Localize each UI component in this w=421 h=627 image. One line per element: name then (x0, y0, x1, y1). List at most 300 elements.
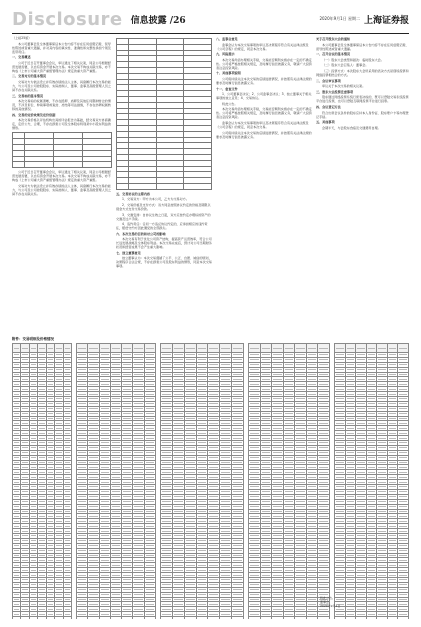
illegible-text (174, 374, 183, 375)
illegible-text (78, 467, 86, 468)
illegible-text (39, 570, 44, 571)
illegible-text (336, 418, 344, 419)
illegible-text (78, 570, 86, 571)
illegible-text (357, 609, 365, 610)
illegible-text (48, 462, 53, 463)
illegible-text (101, 384, 109, 385)
illegible-text (336, 408, 344, 409)
illegible-text (39, 604, 44, 605)
illegible-text (336, 364, 344, 365)
illegible-text (39, 545, 44, 546)
illegible-text (48, 354, 53, 355)
illegible-text (308, 398, 317, 399)
illegible-text (285, 374, 294, 375)
illegible-text (101, 442, 109, 443)
illegible-text (221, 354, 230, 355)
section-heading: 十、其他事项说明 (216, 71, 241, 76)
illegible-text (89, 531, 97, 532)
illegible-text (78, 447, 86, 448)
illegible-text (357, 535, 365, 536)
illegible-text (48, 433, 53, 434)
illegible-text (319, 506, 328, 507)
illegible-text (308, 599, 317, 600)
illegible-text (262, 364, 271, 365)
illegible-text (162, 594, 171, 595)
illegible-text (123, 423, 131, 424)
illegible-text (296, 599, 305, 600)
illegible-text (186, 555, 195, 556)
illegible-text (399, 428, 407, 429)
illegible-text (357, 506, 365, 507)
table-cell (184, 344, 196, 353)
illegible-text (48, 496, 53, 497)
illegible-text (22, 433, 27, 434)
illegible-text (198, 501, 207, 502)
illegible-text (209, 565, 218, 566)
illegible-text (48, 413, 53, 414)
illegible-text (221, 604, 230, 605)
illegible-text (65, 584, 70, 585)
illegible-text (262, 447, 271, 448)
illegible-text (233, 428, 242, 429)
illegible-text (221, 369, 230, 370)
illegible-text (308, 540, 317, 541)
illegible-text (368, 482, 376, 483)
illegible-text (273, 423, 282, 424)
illegible-text (221, 389, 230, 390)
section-heading: 四、交易的定价政策及定价依据 (12, 112, 56, 117)
illegible-text (146, 364, 154, 365)
illegible-text (39, 521, 44, 522)
appendix-table (248, 343, 330, 619)
illegible-text (209, 374, 218, 375)
illegible-text (347, 506, 355, 507)
illegible-text (14, 394, 19, 395)
illegible-text (89, 394, 97, 395)
illegible-text (389, 418, 397, 419)
illegible-text (101, 438, 109, 439)
illegible-text (22, 442, 27, 443)
illegible-text (336, 565, 344, 566)
illegible-text (368, 359, 376, 360)
illegible-text (273, 354, 282, 355)
illegible-text (186, 584, 195, 585)
illegible-text (56, 540, 61, 541)
illegible-text (273, 614, 282, 615)
illegible-text (22, 408, 27, 409)
illegible-text (319, 521, 328, 522)
illegible-text (123, 545, 131, 546)
illegible-text (112, 531, 120, 532)
illegible-text (336, 442, 344, 443)
illegible-text (285, 579, 294, 580)
table-cell (110, 344, 121, 353)
illegible-text (22, 526, 27, 527)
illegible-text (101, 452, 109, 453)
illegible-text (134, 560, 142, 561)
illegible-text (262, 550, 271, 551)
illegible-text (162, 555, 171, 556)
illegible-text (296, 511, 305, 512)
illegible-text (101, 398, 109, 399)
illegible-text (146, 486, 154, 487)
illegible-text (162, 604, 171, 605)
illegible-text (123, 467, 131, 468)
illegible-text (101, 555, 109, 556)
illegible-text (186, 354, 195, 355)
illegible-text (221, 462, 230, 463)
illegible-text (399, 501, 407, 502)
illegible-text (48, 442, 53, 443)
illegible-text (134, 521, 142, 522)
illegible-text (357, 389, 365, 390)
illegible-text (368, 398, 376, 399)
illegible-text (48, 589, 53, 590)
paragraph: 1、公司董事会决议；2、公司监事会决议；3、独立董事关于相关事项的独立意见；4、交易协议。 (216, 92, 312, 101)
illegible-text (221, 364, 230, 365)
illegible-text (22, 418, 27, 419)
illegible-text (250, 457, 259, 458)
illegible-text (347, 384, 355, 385)
illegible-text (174, 418, 183, 419)
illegible-text (31, 433, 36, 434)
illegible-text (399, 447, 407, 448)
illegible-text (262, 467, 271, 468)
illegible-text (285, 452, 294, 453)
illegible-text (101, 584, 109, 585)
illegible-text (221, 526, 230, 527)
illegible-text (14, 354, 19, 355)
table-cell (172, 617, 184, 619)
illegible-text (347, 511, 355, 512)
illegible-text (250, 398, 259, 399)
illegible-text (357, 447, 365, 448)
illegible-text (389, 555, 397, 556)
illegible-text (89, 364, 97, 365)
illegible-text (285, 531, 294, 532)
illegible-text (22, 467, 27, 468)
illegible-text (65, 570, 70, 571)
illegible-text (285, 594, 294, 595)
illegible-text (221, 599, 230, 600)
illegible-text (198, 423, 207, 424)
illegible-text (31, 452, 36, 453)
illegible-text (285, 462, 294, 463)
table-cell (272, 617, 284, 619)
illegible-text (134, 472, 142, 473)
illegible-text (56, 526, 61, 527)
illegible-text (319, 413, 328, 414)
illegible-text (308, 472, 317, 473)
illegible-text (336, 472, 344, 473)
illegible-text (198, 374, 207, 375)
illegible-text (134, 545, 142, 546)
illegible-text (198, 408, 207, 409)
illegible-text (198, 604, 207, 605)
illegible-text (78, 472, 86, 473)
illegible-text (347, 379, 355, 380)
table-cell (318, 344, 330, 353)
illegible-text (14, 545, 19, 546)
illegible-text (378, 516, 386, 517)
table-header-row (161, 344, 244, 353)
illegible-text (319, 467, 328, 468)
illegible-text (56, 589, 61, 590)
illegible-text (250, 423, 259, 424)
table-cell (55, 344, 63, 353)
illegible-text (22, 609, 27, 610)
illegible-text (39, 486, 44, 487)
illegible-text (65, 496, 70, 497)
table-cell (161, 617, 173, 619)
illegible-text (336, 379, 344, 380)
illegible-text (368, 374, 376, 375)
illegible-text (174, 516, 183, 517)
illegible-text (56, 516, 61, 517)
illegible-text (198, 413, 207, 414)
illegible-text (39, 506, 44, 507)
table-cell (133, 344, 144, 353)
illegible-text (389, 384, 397, 385)
illegible-text (389, 589, 397, 590)
illegible-text (250, 379, 259, 380)
illegible-text (347, 418, 355, 419)
illegible-text (233, 511, 242, 512)
illegible-text (14, 369, 19, 370)
illegible-text (250, 575, 259, 576)
illegible-text (89, 442, 97, 443)
illegible-text (22, 491, 27, 492)
illegible-text (198, 511, 207, 512)
illegible-text (186, 570, 195, 571)
illegible-text (78, 491, 86, 492)
illegible-text (336, 491, 344, 492)
illegible-text (134, 403, 142, 404)
illegible-text (368, 501, 376, 502)
illegible-text (39, 540, 44, 541)
illegible-text (146, 570, 154, 571)
illegible-text (209, 521, 218, 522)
illegible-text (262, 428, 271, 429)
illegible-text (273, 408, 282, 409)
illegible-text (112, 447, 120, 448)
illegible-text (89, 379, 97, 380)
table-cell (398, 344, 409, 353)
illegible-text (78, 589, 86, 590)
masthead-right (319, 13, 409, 26)
illegible-text (262, 516, 271, 517)
illegible-text (123, 438, 131, 439)
illegible-text (285, 575, 294, 576)
illegible-text (368, 526, 376, 527)
illegible-text (285, 526, 294, 527)
illegible-text (296, 506, 305, 507)
illegible-text (233, 418, 242, 419)
illegible-text (209, 348, 218, 349)
illegible-text (233, 584, 242, 585)
illegible-text (347, 584, 355, 585)
illegible-text (308, 594, 317, 595)
illegible-text (56, 408, 61, 409)
illegible-text (389, 447, 397, 448)
brand-wordmark: Disclosure (12, 8, 123, 30)
illegible-text (123, 394, 131, 395)
illegible-text (233, 579, 242, 580)
illegible-text (56, 447, 61, 448)
illegible-text (14, 550, 19, 551)
illegible-text (31, 447, 36, 448)
illegible-text (146, 408, 154, 409)
illegible-text (308, 457, 317, 458)
illegible-text (89, 384, 97, 385)
illegible-text (209, 408, 218, 409)
illegible-text (357, 589, 365, 590)
illegible-text (262, 511, 271, 512)
illegible-text (31, 348, 36, 349)
illegible-text (262, 579, 271, 580)
illegible-text (319, 516, 328, 517)
illegible-text (186, 477, 195, 478)
illegible-text (48, 521, 53, 522)
illegible-text (174, 428, 183, 429)
illegible-text (134, 511, 142, 512)
illegible-text (221, 394, 230, 395)
illegible-text (357, 467, 365, 468)
illegible-text (186, 550, 195, 551)
table-cell (196, 617, 208, 619)
illegible-text (186, 540, 195, 541)
illegible-text (186, 491, 195, 492)
illegible-text (308, 531, 317, 532)
illegible-text (31, 389, 36, 390)
illegible-text (262, 442, 271, 443)
illegible-text (285, 403, 294, 404)
illegible-text (285, 540, 294, 541)
illegible-text (112, 462, 120, 463)
illegible-text (233, 560, 242, 561)
illegible-text (123, 462, 131, 463)
illegible-text (221, 501, 230, 502)
illegible-text (233, 599, 242, 600)
table-cell (335, 344, 346, 353)
illegible-text (250, 516, 259, 517)
illegible-text (357, 550, 365, 551)
illegible-text (308, 462, 317, 463)
illegible-text (31, 570, 36, 571)
illegible-text (233, 442, 242, 443)
illegible-text (209, 389, 218, 390)
illegible-text (39, 462, 44, 463)
table-cell (77, 617, 88, 619)
illegible-text (250, 442, 259, 443)
illegible-text (198, 462, 207, 463)
illegible-text (273, 545, 282, 546)
illegible-text (378, 486, 386, 487)
illegible-text (273, 575, 282, 576)
illegible-text (22, 452, 27, 453)
illegible-text (101, 575, 109, 576)
illegible-text (22, 535, 27, 536)
illegible-text (399, 496, 407, 497)
illegible-text (198, 526, 207, 527)
illegible-text (162, 584, 171, 585)
table-cell (318, 617, 330, 619)
table-cell (144, 344, 155, 353)
illegible-text (389, 609, 397, 610)
illegible-text (14, 467, 19, 468)
illegible-text (389, 408, 397, 409)
illegible-text (262, 501, 271, 502)
illegible-text (174, 447, 183, 448)
illegible-text (296, 477, 305, 478)
illegible-text (308, 491, 317, 492)
illegible-text (22, 384, 27, 385)
illegible-text (123, 477, 131, 478)
illegible-text (285, 428, 294, 429)
illegible-text (336, 521, 344, 522)
illegible-text (357, 482, 365, 483)
illegible-text (101, 418, 109, 419)
illegible-text (39, 482, 44, 483)
illegible-text (31, 496, 36, 497)
illegible-text (162, 403, 171, 404)
illegible-text (308, 555, 317, 556)
illegible-text (65, 482, 70, 483)
illegible-text (162, 589, 171, 590)
illegible-text (134, 369, 142, 370)
illegible-text (48, 614, 53, 615)
illegible-text (78, 599, 86, 600)
illegible-text (101, 423, 109, 424)
illegible-text (186, 423, 195, 424)
illegible-text (174, 496, 183, 497)
illegible-text (262, 535, 271, 536)
illegible-text (378, 408, 386, 409)
illegible-text (378, 394, 386, 395)
illegible-text (101, 369, 109, 370)
illegible-text (399, 467, 407, 468)
illegible-text (399, 555, 407, 556)
illegible-text (389, 369, 397, 370)
illegible-text (308, 482, 317, 483)
illegible-text (389, 457, 397, 458)
illegible-text (162, 540, 171, 541)
illegible-text (250, 594, 259, 595)
illegible-text (14, 379, 19, 380)
illegible-text (336, 348, 344, 349)
illegible-text (336, 467, 344, 468)
illegible-text (78, 565, 86, 566)
illegible-text (162, 511, 171, 512)
illegible-text (262, 560, 271, 561)
illegible-text (78, 379, 86, 380)
illegible-text (56, 467, 61, 468)
illegible-text (399, 594, 407, 595)
illegible-text (14, 526, 19, 527)
illegible-text (89, 501, 97, 502)
illegible-text (273, 570, 282, 571)
illegible-text (174, 614, 183, 615)
illegible-text (89, 398, 97, 399)
illegible-text (273, 565, 282, 566)
illegible-text (174, 565, 183, 566)
table-cell (122, 344, 133, 353)
illegible-text (101, 428, 109, 429)
illegible-text (146, 462, 154, 463)
illegible-text (308, 442, 317, 443)
illegible-text (89, 575, 97, 576)
illegible-text (221, 579, 230, 580)
